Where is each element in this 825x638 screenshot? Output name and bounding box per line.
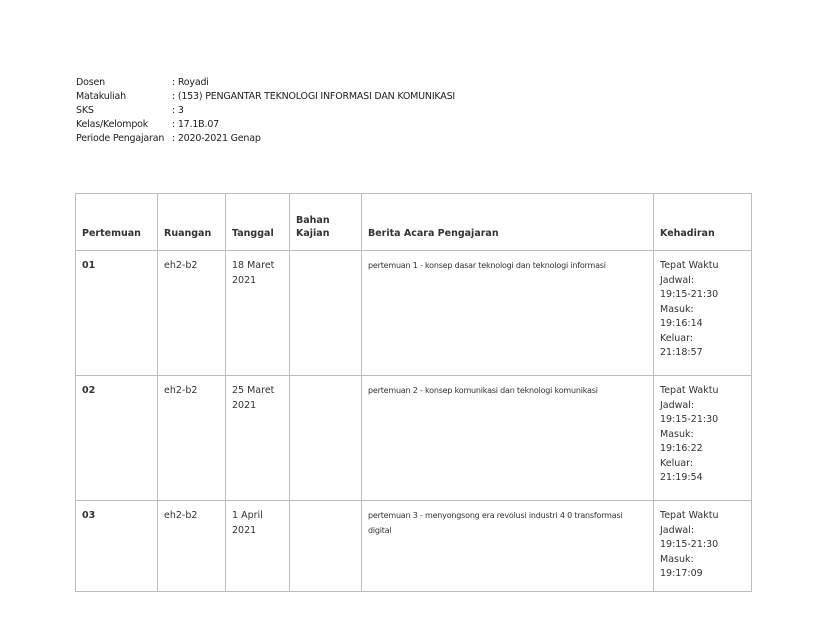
cell-bahan-kajian [290,376,362,501]
table-row [76,376,752,501]
cell-pertemuan: 01 [76,251,158,376]
info-value: : 3 [172,104,184,118]
info-label: Dosen [76,77,105,88]
info-label: Matakuliah [76,91,126,102]
cell-tanggal [226,251,290,376]
table-row [76,251,752,376]
info-value: : 2020-2021 Genap [172,132,261,146]
kehadiran-line: Jadwal: [660,524,695,536]
cell-berita-acara: pertemuan 2 - konsep komunikasi dan teknologi komunikasi [362,376,654,501]
info-row-kelas [76,118,455,132]
info-value: : 17.1B.07 [172,118,219,132]
tanggal-line: 2021 [232,274,257,286]
header-tanggal: Tanggal [226,194,290,251]
kehadiran-line: Keluar: [660,332,694,344]
kehadiran-line: Tepat Waktu [660,385,719,396]
info-value: : Royadi [172,76,209,90]
cell-bahan-kajian [290,501,362,592]
kehadiran-line: Masuk: [660,553,694,565]
kehadiran-line: 21:19:54 [660,472,703,483]
cell-ruangan: eh2-b2 [158,501,226,592]
info-label: Kelas/Kelompok [76,119,149,130]
table-header-row [76,194,752,251]
info-row-matakuliah [76,90,455,104]
kehadiran-line: 19:15-21:30 [660,539,719,550]
kehadiran-line: Tepat Waktu [660,260,719,271]
tanggal-line: 1 April [232,510,263,521]
info-value: : (153) PENGANTAR TEKNOLOGI INFORMASI DAN KOMUNIKASI [172,90,455,104]
cell-pertemuan: 03 [76,501,158,592]
table-row [76,501,752,592]
info-row-periode [76,132,455,146]
kehadiran-line: 19:15-21:30 [660,414,719,425]
meeting-table [75,193,752,592]
kehadiran-line: Masuk: [660,303,694,315]
kehadiran-line: Keluar: [660,457,694,469]
cell-pertemuan: 02 [76,376,158,501]
kehadiran-line: 19:16:22 [660,443,703,454]
cell-berita-acara: pertemuan 3 - menyongsong era revolusi industri 4 0 transformasi digital [362,501,654,592]
cell-tanggal [226,376,290,501]
cell-berita-acara: pertemuan 1 - konsep dasar teknologi dan teknologi informasi [362,251,654,376]
cell-kehadiran [654,501,752,592]
info-label: Periode Pengajaran [76,133,165,144]
cell-kehadiran [654,376,752,501]
kehadiran-line: Jadwal: [660,274,695,286]
header-ruangan: Ruangan [158,194,226,251]
kehadiran-line: 19:17:09 [660,568,703,579]
cell-ruangan: eh2-b2 [158,251,226,376]
header-berita-acara: Berita Acara Pengajaran [362,194,654,251]
kehadiran-line: Tepat Waktu [660,510,719,521]
header-kehadiran: Kehadiran [654,194,752,251]
kehadiran-line: 19:15-21:30 [660,289,719,300]
header-bahan-line: Kajian [296,228,330,239]
cell-ruangan: eh2-b2 [158,376,226,501]
tanggal-line: 18 Maret [232,260,275,271]
tanggal-line: 25 Maret [232,385,275,396]
kehadiran-line: 21:18:57 [660,347,703,358]
kehadiran-line: 19:16:14 [660,318,703,329]
tanggal-line: 2021 [232,524,257,536]
cell-tanggal [226,501,290,592]
header-pertemuan: Pertemuan [76,194,158,251]
course-info [76,76,455,146]
cell-kehadiran [654,251,752,376]
kehadiran-line: Masuk: [660,428,694,440]
info-row-sks [76,104,455,118]
cell-bahan-kajian [290,251,362,376]
header-bahan-line: Bahan [296,215,330,226]
header-bahan-kajian [290,194,362,251]
info-label: SKS [76,105,94,116]
kehadiran-line: Jadwal: [660,399,695,411]
info-row-dosen [76,76,455,90]
tanggal-line: 2021 [232,399,257,411]
